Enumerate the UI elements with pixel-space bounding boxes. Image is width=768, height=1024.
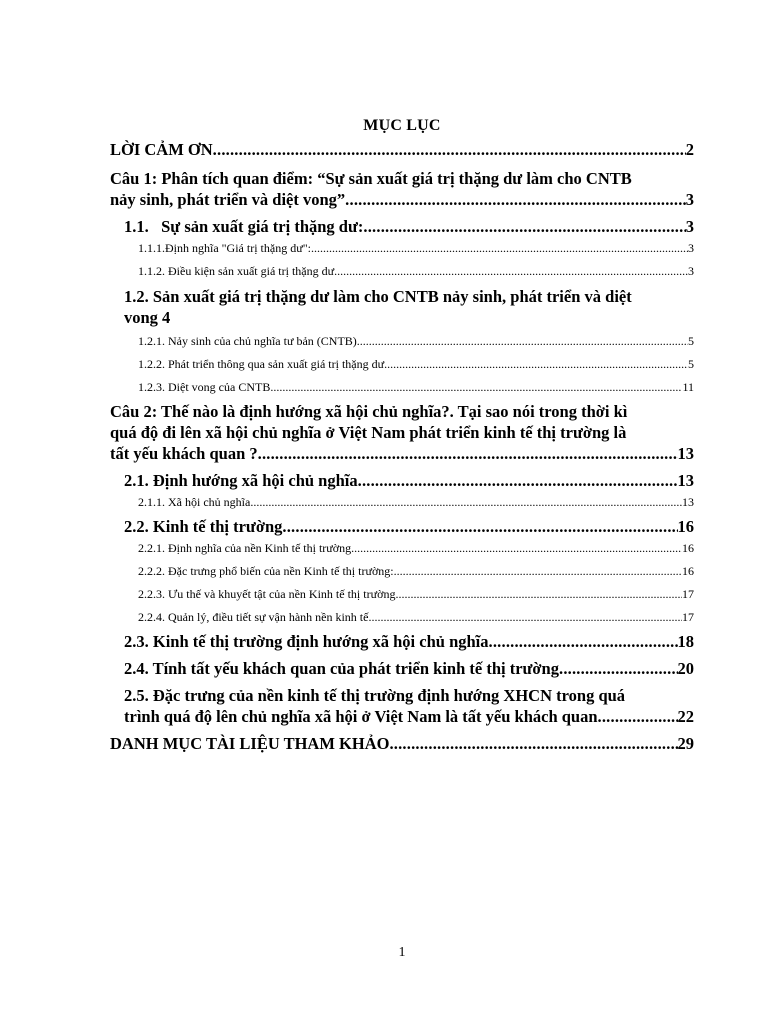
toc-entry-2-2-3[interactable] [110, 587, 694, 602]
toc-entry-label: 2.1.1. Xã hội chủ nghĩa ..... [138, 495, 682, 510]
toc-entry-page: 18 [677, 632, 694, 651]
toc-entry-cau-2[interactable] [110, 401, 694, 464]
toc-entry-2-1[interactable] [110, 470, 694, 491]
toc-entry-page: 17 [682, 587, 694, 601]
toc-entry-page: 16 [682, 564, 694, 578]
page-title: MỤC LỤC [363, 117, 441, 134]
toc-entry-label: 1.2.3. Diệt vong của CNTB ..... [138, 380, 682, 395]
table-of-contents [110, 139, 694, 754]
toc-entry-1-2-3[interactable] [110, 380, 694, 395]
toc-entry-page: 11 [682, 380, 694, 394]
toc-entry-1-1-1[interactable] [110, 241, 694, 256]
toc-entry-tai-lieu-tham-khao[interactable] [110, 733, 694, 754]
toc-entry-2-5[interactable] [110, 685, 694, 727]
toc-entry-2-2-4[interactable] [110, 610, 694, 625]
toc-entry-page: 17 [682, 610, 694, 624]
toc-entry-page: 20 [677, 659, 694, 678]
toc-entry-label: 2.1. Định hướng xã hội chủ nghĩa ..... [124, 470, 678, 491]
toc-entry-page: 3 [688, 264, 694, 278]
toc-entry-label: LỜI CẢM ƠN ..... [110, 139, 686, 160]
toc-entry-page: 13 [677, 444, 694, 463]
toc-entry-1-1-2[interactable] [110, 264, 694, 279]
toc-entry-page: 3 [685, 190, 694, 209]
toc-entry-label: 2.4. Tính tất yếu khách quan của phát triển kinh tế thị trường ..... [124, 658, 678, 679]
toc-entry-page: 2 [685, 140, 694, 159]
toc-entry-line: 2.5. Đặc trưng của nền kinh tế thị trường định hướng XHCN trong quá [124, 686, 626, 705]
toc-entry-label: DANH MỤC TÀI LIỆU THAM KHẢO ..... [110, 733, 678, 754]
toc-entry-label: 2.3. Kinh tế thị trường định hướng xã hội chủ nghĩa ..... [124, 631, 678, 652]
toc-entry-label: 1.2.1. Nảy sinh của chủ nghĩa tư bản (CNTB) ..... [138, 334, 688, 349]
toc-entry-label: 2.2.2. Đặc trưng phổ biến của nền Kinh tế thị trường: ..... [138, 564, 682, 579]
toc-entry-label: 1.1. Sự sản xuất giá trị thặng dư: ..... [124, 216, 686, 237]
toc-entry-line: vong 4 [124, 308, 171, 327]
toc-entry-page: 5 [688, 334, 694, 348]
toc-entry-page: 16 [677, 517, 694, 536]
toc-entry-label: 1.1.1.Định nghĩa "Giá trị thặng dư": ..... [138, 241, 688, 256]
toc-entry-1-2-1[interactable] [110, 334, 694, 349]
toc-entry-page: 16 [682, 541, 694, 555]
toc-entry-1-2[interactable] [110, 286, 694, 328]
toc-entry-2-2-2[interactable] [110, 564, 694, 579]
toc-entry-page: 22 [677, 707, 694, 726]
toc-entry-page: 3 [688, 241, 694, 255]
toc-entry-loi-cam-on[interactable] [110, 139, 694, 160]
toc-entry-page: 13 [677, 471, 694, 490]
toc-entry-line: Câu 2: Thế nào là định hướng xã hội chủ nghĩa?. Tại sao nói trong thời kì [110, 402, 628, 421]
toc-entry-2-1-1[interactable] [110, 495, 694, 510]
toc-entry-page: 29 [677, 734, 694, 753]
toc-entry-line: Câu 1: Phân tích quan điểm: “Sự sản xuất giá trị thặng dư làm cho CNTB [110, 169, 632, 188]
toc-entry-label: trình quá độ lên chủ nghĩa xã hội ở Việt Nam là tất yếu khách quan ..... [124, 706, 678, 727]
toc-entry-page: 5 [688, 357, 694, 371]
toc-entry-2-2-1[interactable] [110, 541, 694, 556]
toc-entry-1-1[interactable] [110, 216, 694, 237]
toc-entry-line: 1.2. Sản xuất giá trị thặng dư làm cho CNTB nảy sinh, phát triển và diệt [124, 287, 632, 306]
toc-entry-2-4[interactable] [110, 658, 694, 679]
toc-entry-label: nảy sinh, phát triển và diệt vong” ..... [110, 189, 686, 210]
toc-entry-label: 1.1.2. Điều kiện sản xuất giá trị thặng dư ..... [138, 264, 688, 279]
toc-entry-label: 1.2.2. Phát triển thông qua sản xuất giá trị thặng dư ..... [138, 357, 688, 372]
toc-entry-label: 2.2.1. Định nghĩa của nền Kinh tế thị trường ..... [138, 541, 682, 556]
toc-entry-label: 2.2.3. Ưu thế và khuyết tật của nền Kinh tế thị trường ..... [138, 587, 682, 602]
toc-entry-1-2-2[interactable] [110, 357, 694, 372]
toc-entry-line: quá độ đi lên xã hội chủ nghĩa ở Việt Nam phát triển kinh tế thị trường là [110, 423, 627, 442]
toc-entry-cau-1[interactable] [110, 168, 694, 210]
page-number: 1 [398, 945, 406, 960]
toc-entry-label: tất yếu khách quan ? ..... [110, 443, 678, 464]
toc-entry-page: 13 [682, 495, 694, 509]
toc-entry-label: 2.2. Kinh tế thị trường ..... [124, 516, 678, 537]
toc-entry-2-3[interactable] [110, 631, 694, 652]
toc-entry-2-2[interactable] [110, 516, 694, 537]
toc-entry-label: 2.2.4. Quản lý, điều tiết sự vận hành nền kinh tế ..... [138, 610, 682, 625]
toc-entry-page: 3 [685, 217, 694, 236]
